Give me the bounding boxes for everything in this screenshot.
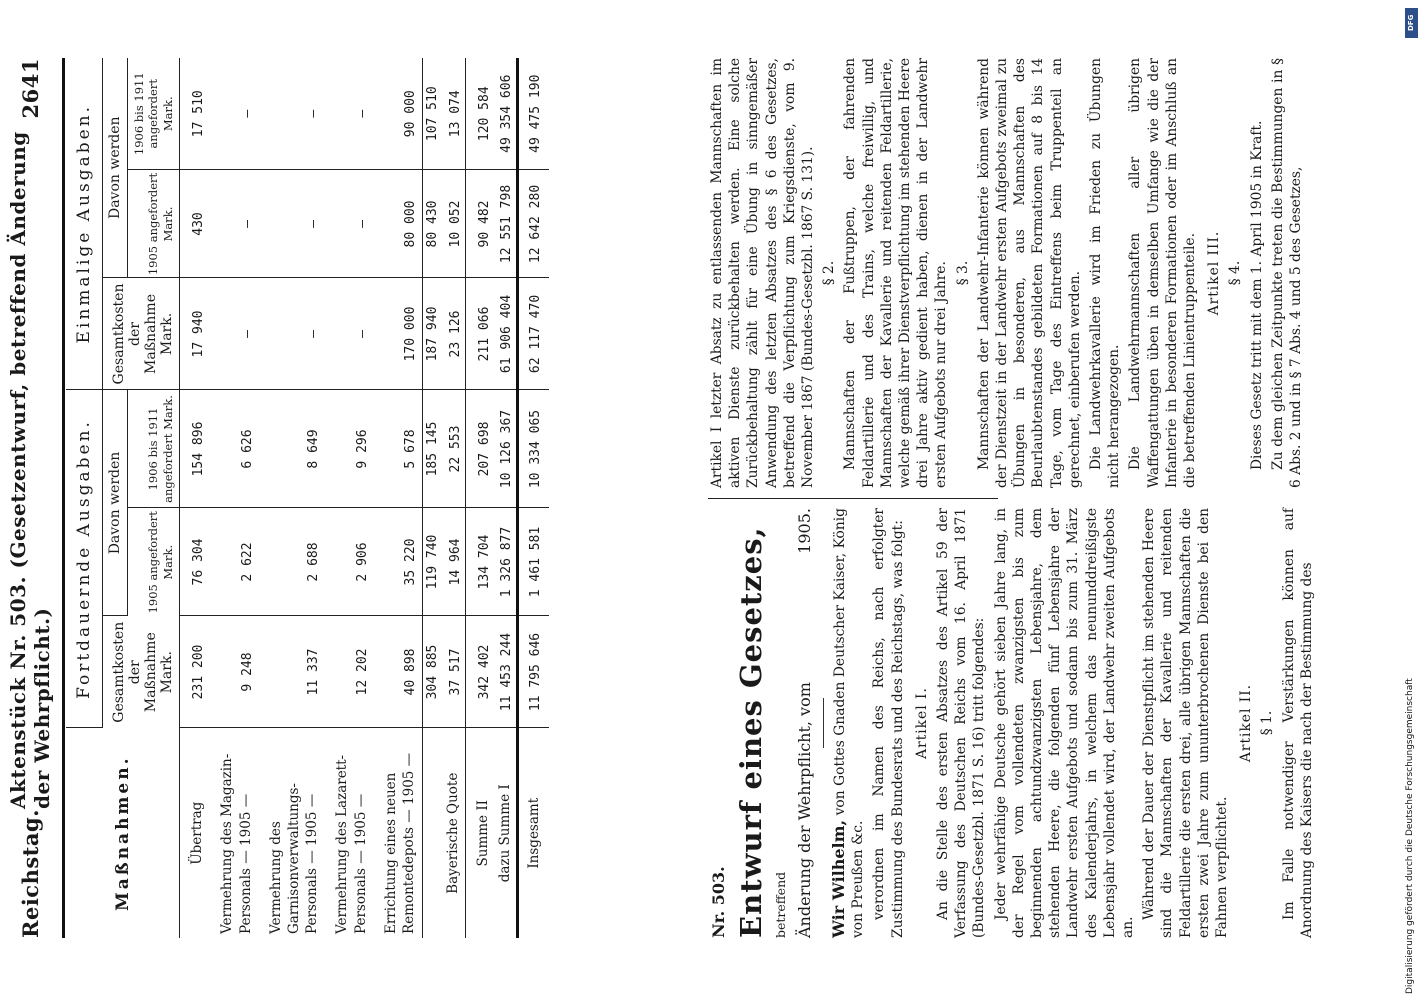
row-label: Vermehrung des Magazin-Personals — 1905 — [219, 753, 254, 934]
header-title: Aktenstück Nr. 503. (Gesetzentwurf, betreffend Änderung der Wehrpflicht.) [6, 131, 54, 810]
cell: 62 117 470 [517, 278, 549, 390]
recurring-header: Fortdauernde Ausgaben. [66, 390, 103, 728]
sum-ii-row [465, 58, 494, 938]
law-name: Änderung der Wehrpflicht, vom [794, 682, 814, 938]
cell: 430 [180, 170, 211, 278]
intro-paragraph [828, 508, 867, 938]
paragraph: Im Falle notwendiger Verstärkungen können auf Anordnung des Kaisers die nach der Bestimmung des [1280, 508, 1315, 938]
row-label [423, 728, 443, 938]
cell: 231 200 [180, 616, 211, 728]
cell: 207 698 [465, 390, 494, 508]
col-1906-recurring: 1906 bis 1911 angefordert Mark. [128, 390, 180, 508]
bill-title: Entwurf eines Gesetzes, [734, 526, 769, 938]
cell: 120 584 [465, 58, 494, 170]
cell: — [210, 170, 258, 278]
cell: 119 740 [423, 508, 443, 616]
cell: 342 402 [465, 616, 494, 728]
table-row [259, 58, 326, 938]
article-iii-heading: Artikel III. [1206, 230, 1223, 316]
cell: 11 337 [259, 616, 326, 728]
row-label: Übertrag [189, 801, 206, 865]
cell: 49 354 606 [494, 58, 518, 170]
cell: 13 074 [442, 58, 465, 170]
cell: 12 551 798 [494, 170, 518, 278]
col-1905-recurring: 1905 angefordert Mark. [128, 508, 180, 616]
section-1-heading: § 1. [1259, 710, 1276, 736]
cell: 76 304 [180, 508, 211, 616]
emperor-name: Wir Wilhelm, [828, 819, 848, 938]
cell: 6 626 [210, 390, 258, 508]
column-divider [708, 498, 998, 499]
cell: 9 296 [325, 390, 373, 508]
onetime-header: Einmalige Ausgaben. [66, 58, 103, 390]
law-name-line [794, 508, 815, 938]
cell: — [325, 170, 373, 278]
cell: 10 052 [442, 170, 465, 278]
row-label: Insgesamt [517, 728, 549, 938]
paragraph: Die Landwehrkavallerie wird im Frieden zu Übungen nicht herangezogen. [1088, 58, 1123, 488]
cell: 90 000 [374, 58, 423, 170]
article-ii-heading: Artikel II. [1238, 683, 1255, 763]
row-label: Bayerische Quote [445, 772, 462, 894]
section-4-heading: § 4. [1227, 260, 1244, 286]
paragraph: An die Stelle des ersten Absatzes des Artikel 59 der Verfassung des Deutschen Reichs vom 16. April 1871 (Bundes-Gesetzbl. 1871 S. 16) tritt folgendes: [935, 508, 988, 938]
paragraph: Artikel I letzter Absatz zu entlassenden Mannschaften im aktiven Dienste zurückbehalten werden. Eine solche Zurückbehaltung zählt für eine Übung in sinngemäßer Anwendung des letzten Absatzes des § 6 des Gesetzes, betreffend die Verpflichtung zum Kriegsdienste, vom 9. November 1867 (Bundes-Gesetzbl. 1867 S. 131). [709, 58, 817, 488]
col-total-recurring: Gesamtkosten der Maßnahme Mark. [103, 616, 180, 728]
cell: 5 678 [374, 390, 423, 508]
paragraph: Jeder wehrfähige Deutsche gehört sieben Jahre lang, in der Regel vom vollendeten zwanzigsten bis zum beginnenden achtundzwanzigsten Lebensjahre, dem stehenden Heere, die folgenden fünf Lebensjahre der Landwehr ersten Aufgebots und sodann bis zum 31. März des Kalenderjahrs, in welchem das neununddreißigste Lebensjahr vollendet wird, der Landwehr zweiten Aufgebots an. [992, 508, 1137, 938]
col-1906-onetime: 1906 bis 1911 angefordert Mark. [128, 58, 180, 170]
row-label: Vermehrung des Garnisonverwaltungs-Personals — 1905 — [267, 783, 321, 934]
cell: 10 126 367 [494, 390, 518, 508]
cell: 187 940 [423, 278, 443, 390]
cell: 37 517 [442, 616, 465, 728]
section-2-heading: § 2. [821, 260, 838, 286]
cell: 80 000 [374, 170, 423, 278]
davon-recurring: Davon werden [103, 390, 128, 616]
paragraph: Die Landwehrmannschaften aller übrigen Waffengattungen üben in demselben Umfange wie die der Infanterie in besonderen Formationen oder im Anschluß an die betreffenden Linientruppenteile. [1127, 58, 1199, 488]
left-text-column [708, 508, 1319, 938]
cell: 8 649 [259, 390, 326, 508]
cell: 61 906 404 [494, 278, 518, 390]
paragraph: Während der Dauer der Dienstpflicht im stehenden Heere sind die Mannschaften der Kavallerie und reitenden Feldartillerie die ersten drei, alle übrigen Mannschaften die ersten zwei Jahre zum ununterbrochenen Dienste bei den Fahnen verpflichtet. [1141, 508, 1231, 938]
paragraph: Zu dem gleichen Zeitpunkte treten die Bestimmungen in § 6 Abs. 2 und in § 7 Abs. 4 und 5 des Gesetzes, [1269, 58, 1305, 488]
row-label: Summe II [465, 728, 494, 938]
cell: — [325, 278, 373, 390]
cell: 90 482 [465, 170, 494, 278]
cell: 22 553 [442, 390, 465, 508]
page-header [6, 58, 54, 938]
sum-i-row [494, 58, 518, 938]
cell: 211 066 [465, 278, 494, 390]
cell: 134 704 [465, 508, 494, 616]
cell: 12 642 280 [517, 170, 549, 278]
cell: — [259, 278, 326, 390]
paragraph: Dieses Gesetz tritt mit dem 1. April 1905 in Kraft. [1248, 120, 1265, 470]
table-row [210, 58, 258, 938]
cell: 35 220 [374, 508, 423, 616]
title-divider [823, 698, 824, 748]
cell: 40 898 [374, 616, 423, 728]
bavarian-quota-row [442, 58, 465, 938]
cell: 49 475 190 [517, 58, 549, 170]
cell: 1 326 877 [494, 508, 518, 616]
cell: 1 461 581 [517, 508, 549, 616]
cell: 10 334 065 [517, 390, 549, 508]
paragraph: Mannschaften der Fußtruppen, der fahrenden Feldartillerie und des Trains, welche freiwillig, und Mannschaften der Kavallerie und reitenden Feldartillerie, welche gemäß ihrer Dienstverpflichtung im stehenden Heere drei Jahre aktiv gedient haben, dienen in der Landwehr ersten Aufgebots nur drei Jahre. [842, 58, 950, 488]
cell: 17 510 [180, 58, 211, 170]
cell: 17 940 [180, 278, 211, 390]
digitization-sidenote [1404, 8, 1420, 998]
table-row [180, 58, 211, 938]
cell: — [325, 58, 373, 170]
row-label: dazu Summe I [496, 784, 513, 883]
header-rule [62, 58, 65, 938]
cell: 2 906 [325, 508, 373, 616]
funding-note: Digitalisierung gefördert durch die Deutsche Forschungsgemeinschaft [1405, 678, 1415, 994]
cell: 107 510 [423, 58, 443, 170]
document-number: Nr. 503. [709, 866, 728, 938]
col-total-onetime: Gesamtkosten der Maßnahme Mark. [103, 278, 180, 390]
cell: 2 622 [210, 508, 258, 616]
cell: 304 885 [423, 616, 443, 728]
cell: 14 964 [442, 508, 465, 616]
section-3-heading: § 3. [954, 260, 971, 286]
total-row [517, 58, 549, 938]
cell: — [210, 58, 258, 170]
table-row [325, 58, 373, 938]
dfg-logo: DFG [1405, 8, 1418, 38]
article-i-heading: Artikel I. [913, 687, 930, 759]
row-label: Errichtung eines neuen Remontedepots — 1905 — [382, 752, 418, 934]
expenditure-table [66, 58, 549, 938]
page-number: 2641 [17, 58, 43, 119]
right-text-column [708, 58, 1308, 488]
cell: 23 126 [442, 278, 465, 390]
cell: 9 248 [210, 616, 258, 728]
cell: — [259, 58, 326, 170]
cell: 11 795 646 [517, 616, 549, 728]
paragraph: Mannschaften der Landwehr-Infanterie können während der Dienstzeit in der Landwehr ersten Aufgebots zweimal zu Übungen in besonderen, aus Mannschaften des Beurlaubtenstandes gebildeten Formationen auf 8 bis 14 Tage, vom Tage des Eintreffens beim Truppenteil an gerechnet, einberufen werden. [975, 58, 1083, 488]
row-label: Vermehrung des Lazarett-Personals — 1905 — [334, 754, 369, 934]
cell: 12 202 [325, 616, 373, 728]
subtotal-row [423, 58, 443, 938]
cell: 185 145 [423, 390, 443, 508]
measures-header: Maßnahmen. [66, 728, 180, 938]
enactment-clause: verordnen im Namen des Reichs, nach erfolgter Zustimmung des Bundesrats und des Reichstags, was folgt: [871, 508, 906, 938]
betreffend-label: betreffend [773, 871, 789, 938]
cell: 11 453 244 [494, 616, 518, 728]
cell: 2 688 [259, 508, 326, 616]
cell: 80 430 [423, 170, 443, 278]
header-left: Reichstag. [17, 809, 43, 938]
law-year: 1905. [794, 508, 814, 554]
cell: — [259, 170, 326, 278]
cell: 154 896 [180, 390, 211, 508]
davon-onetime: Davon werden [103, 58, 128, 278]
cell: — [210, 278, 258, 390]
cell: 170 000 [374, 278, 423, 390]
col-1905-onetime: 1905 angefordert Mark. [128, 170, 180, 278]
table-row [374, 58, 423, 938]
intro-text: von Gottes Gnaden Deutscher Kaiser, König von Preußen &c. [831, 508, 867, 938]
